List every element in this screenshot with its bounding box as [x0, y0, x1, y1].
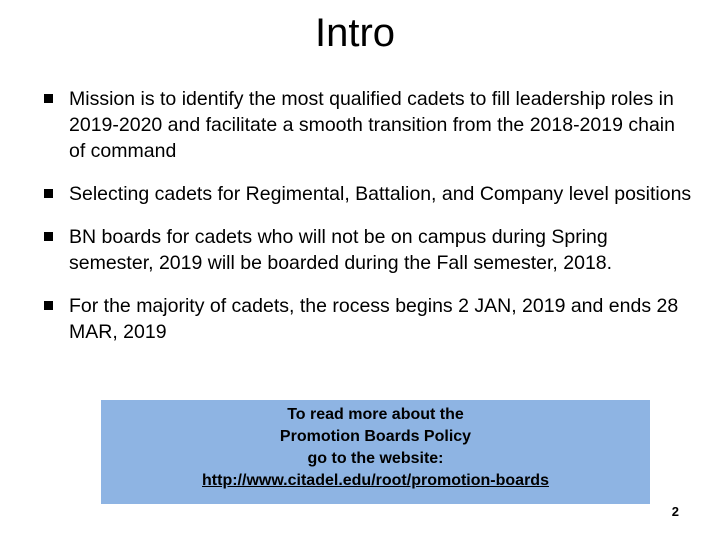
slide-title: Intro: [314, 11, 396, 55]
bullet-text: For the majority of cadets, the rocess begins 2 JAN, 2019 and ends 28 MAR, 2019: [69, 295, 679, 343]
info-box-line-1: To read more about the: [287, 406, 464, 423]
bullet-text: BN boards for cadets who will not be on campus during Spring semester, 2019 will be boarded during the Fall semester, 2018.: [69, 226, 613, 274]
bullet-text: Mission is to identify the most qualified cadets to fill leadership roles in 2019-2020 and facilitate a smooth transition from the 2018-2019 chain of command: [69, 88, 675, 162]
bullet-text: Selecting cadets for Regimental, Battalion, and Company level positions: [69, 183, 692, 205]
info-box-line-2: Promotion Boards Policy: [279, 428, 472, 445]
page-number: 2: [671, 504, 679, 519]
square-bullet-icon: [44, 232, 53, 241]
square-bullet-icon: [44, 94, 53, 103]
bullet-item-process-dates: [44, 293, 694, 345]
bullet-list: [44, 86, 694, 362]
bullet-item-selecting: [44, 181, 694, 207]
promotion-boards-link[interactable]: http://www.citadel.edu/root/promotion-boards: [202, 472, 549, 489]
bullet-item-bn-boards: [44, 224, 694, 276]
info-box-line-3: go to the website:: [307, 450, 444, 467]
square-bullet-icon: [44, 301, 53, 310]
bullet-item-mission: [44, 86, 694, 164]
square-bullet-icon: [44, 189, 53, 198]
info-box: [101, 400, 650, 504]
